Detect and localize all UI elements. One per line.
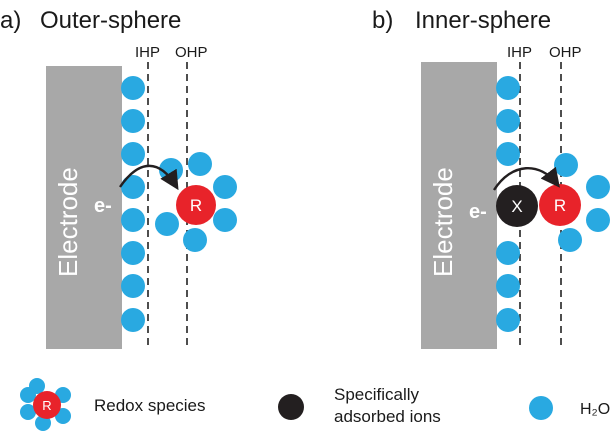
redox-species-a-letter: R xyxy=(189,196,203,215)
water-molecule xyxy=(496,109,520,133)
redox-species-b-letter: R xyxy=(553,196,567,215)
water-molecule xyxy=(558,228,582,252)
legend-water-label: H₂O xyxy=(580,401,611,418)
legend-adsorbed-label-line2: adsorbed ions xyxy=(334,407,441,426)
water-molecule xyxy=(496,241,520,265)
panel-a-label: a) xyxy=(0,7,22,34)
water-molecule xyxy=(554,153,578,177)
solvated-redox-species-a xyxy=(155,152,237,252)
water-molecule xyxy=(121,241,145,265)
water-molecule xyxy=(188,152,212,176)
water-molecule xyxy=(213,175,237,199)
water-molecule xyxy=(20,387,36,403)
legend xyxy=(20,378,610,431)
electron-label-a: e- xyxy=(94,195,112,217)
water-molecule xyxy=(586,208,610,232)
legend-redox-letter: R xyxy=(42,398,52,413)
adsorbed-ion-b xyxy=(496,185,538,227)
water-molecule xyxy=(496,274,520,298)
water-molecule xyxy=(121,109,145,133)
water-molecule xyxy=(155,212,179,236)
panel-outer-sphere xyxy=(0,7,237,349)
water-molecule xyxy=(496,308,520,332)
ohp-label-b: OHP xyxy=(549,44,582,61)
water-molecule xyxy=(183,228,207,252)
ohp-label-a: OHP xyxy=(175,44,208,61)
adsorbed-ion-letter: X xyxy=(511,197,523,216)
legend-redox-icon xyxy=(20,378,71,431)
panel-b-label: b) xyxy=(372,7,394,34)
water-molecule xyxy=(121,142,145,166)
electron-transfer-arrow-b xyxy=(494,168,557,190)
water-molecule xyxy=(121,208,145,232)
water-molecule xyxy=(213,208,237,232)
electron-label-b: e- xyxy=(469,201,487,223)
water-molecule xyxy=(496,76,520,100)
panel-inner-sphere xyxy=(372,7,610,349)
electrode-a-label: Electrode xyxy=(53,167,83,277)
water-molecule xyxy=(496,142,520,166)
legend-adsorbed-ion-icon xyxy=(278,394,304,420)
legend-water-icon xyxy=(529,396,553,420)
water-molecule xyxy=(121,308,145,332)
water-molecule xyxy=(121,175,145,199)
panel-a-title: Outer-sphere xyxy=(40,7,182,34)
water-molecule xyxy=(121,274,145,298)
bridged-redox-species-b xyxy=(539,153,610,252)
water-layer-a xyxy=(121,76,145,332)
electrode-b-label: Electrode xyxy=(428,167,458,277)
water-molecule xyxy=(121,76,145,100)
water-molecule xyxy=(586,175,610,199)
legend-redox-label: Redox species xyxy=(94,396,206,415)
ihp-label-a: IHP xyxy=(135,44,161,61)
ihp-label-b: IHP xyxy=(507,44,533,61)
legend-adsorbed-label-line1: Specifically xyxy=(334,385,420,404)
panel-b-title: Inner-sphere xyxy=(415,7,552,34)
